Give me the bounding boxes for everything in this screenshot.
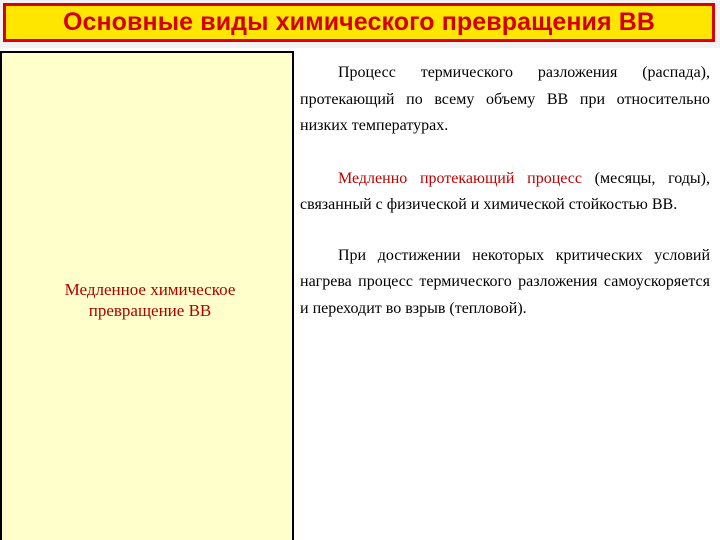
slow-process-highlight: Медленно протекающий процесс (338, 169, 582, 187)
title-box (3, 3, 715, 42)
left-category-label: Медленное химическое превращение ВВ (64, 280, 236, 320)
paragraph-slow-process (300, 166, 710, 219)
slow-process-rest: (месяцы, годы), связанный с физической и химической стойкостью ВВ. (300, 169, 710, 213)
right-panel (300, 60, 710, 322)
paragraph-decomposition: Процесс термического разложения (распада), протекающий по всему объему ВВ при относительно низких температурах. (300, 64, 710, 134)
paragraph-self-acceleration: При достижении некоторых критических условий нагрева процесс термического разложения самоускоряется и переходит во взрыв (тепловой). (300, 246, 710, 317)
title-bar (0, 0, 720, 48)
slide-title: Основные виды химического превращения ВВ (62, 8, 656, 36)
